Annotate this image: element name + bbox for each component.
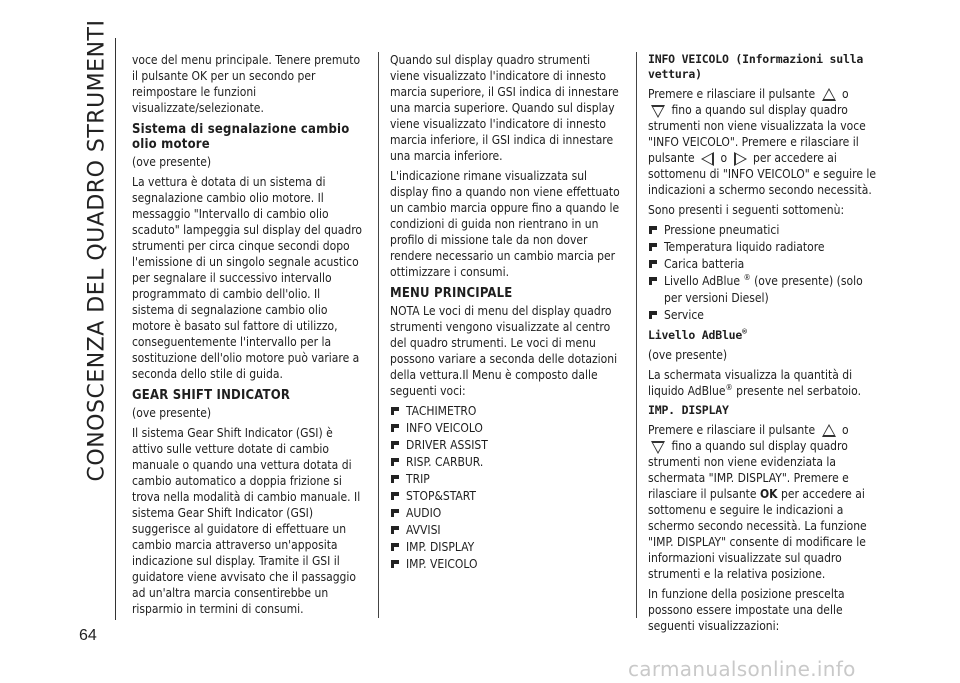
main-menu-list — [390, 403, 622, 573]
right-arrow-button-icon — [734, 152, 747, 166]
bullet-icon — [391, 424, 399, 431]
page-number: 64 — [79, 627, 97, 644]
list-item: INFO VEICOLO — [390, 420, 622, 437]
bullet-icon — [391, 543, 399, 550]
chapter-divider — [115, 38, 116, 620]
list-item: AVVISI — [390, 522, 622, 539]
list-item: Carica batteria — [648, 256, 880, 273]
chapter-title — [84, 19, 110, 481]
list-item: Pressione pneumatici — [648, 222, 880, 239]
up-arrow-button-icon — [822, 88, 836, 101]
list-item: Service — [648, 307, 880, 324]
subheading-imp-display: IMP. DISPLAY — [648, 403, 729, 417]
watermark-text: carmanualsonline.info — [628, 657, 856, 681]
column-divider-2 — [636, 52, 637, 618]
list-item: DRIVER ASSIST — [390, 437, 622, 454]
down-arrow-button-icon — [651, 441, 665, 454]
list-item: IMP. VEICOLO — [390, 556, 622, 573]
list-item: AUDIO — [390, 505, 622, 522]
bullet-icon — [391, 492, 399, 499]
column-3 — [648, 52, 880, 638]
list-item: TRIP — [390, 471, 622, 488]
imp-display-paragraph: Premere e rilasciare il pulsante o fino a quando sul display quadro strumenti non viene evidenziata la schermata "IMP. DISPLAY". Premere e rilasciare il pulsante OK per accedere ai sottomenu e seguire le indicazioni a schermo secondo necessità. La funzione "IMP. DISPLAY" consente di modificare le informazioni visualizzate sul quadro strumenti e la relativa posizione. — [648, 423, 867, 581]
bullet-icon — [649, 311, 657, 318]
oil-change-optional-note: (ove presente) — [132, 155, 212, 169]
main-menu-note: NOTA Le voci di menu del display quadro strumenti vengono visualizzate al centro del quadro strumenti. Le voci di menu possono variare a seconda delle dotazioni della vettura.Il Menu è composto dalle seguenti voci: — [390, 304, 618, 398]
intro-paragraph: voce del menu principale. Tenere premuto il pulsante OK per un secondo per reimpostare le funzioni visualizzate/selezionate. — [132, 53, 361, 115]
bullet-icon — [649, 277, 657, 284]
bullet-icon — [649, 260, 657, 267]
bullet-icon — [391, 526, 399, 533]
chapter-title-text: CONOSCENZA DEL QUADRO STRUMENTI — [84, 19, 110, 481]
bullet-icon — [649, 226, 657, 233]
list-item: STOP&START — [390, 488, 622, 505]
list-item: Temperatura liquido radiatore — [648, 239, 880, 256]
gsi-optional-note: (ove presente) — [132, 406, 212, 420]
list-item: TACHIMETRO — [390, 403, 622, 420]
gsi-display-paragraph: L'indicazione rimane visualizzata sul display fino a quando non viene effettuato un cambio marcia oppure fino a quando le condizioni di guida non rientrano in un profilo di missione tale da non dover rendere necessario un cambio marcia per ottimizzare i consumi. — [390, 169, 620, 279]
column-divider-1 — [378, 52, 379, 618]
bullet-icon — [649, 243, 657, 250]
bullet-icon — [391, 560, 399, 567]
up-arrow-button-icon — [822, 424, 836, 437]
submenu-list — [648, 222, 880, 324]
list-item: RISP. CARBUR. — [390, 454, 622, 471]
bullet-icon — [391, 509, 399, 516]
bullet-icon — [391, 458, 399, 465]
subheading-livello-adblue: Livello AdBlue® — [648, 327, 747, 342]
subheading-info-veicolo: INFO VEICOLO (Informazioni sulla vettura) — [648, 52, 864, 81]
info-veicolo-paragraph: Premere e rilasciare il pulsante o fino a quando sul display quadro strumenti non viene visualizzata la voce "INFO VEICOLO". Premere e rilasciare il pulsante o per accedere ai sottomenu di "INFO VEICOLO" e seguire le indicazioni a schermo secondo necessità. — [648, 87, 877, 197]
down-arrow-button-icon — [651, 105, 665, 118]
bullet-icon — [391, 407, 399, 414]
list-item: Livello AdBlue ® (ove presente) (solo per versioni Diesel) — [648, 273, 880, 307]
oil-change-paragraph: La vettura è dotata di un sistema di segnalazione cambio olio motore. Il messaggio "Intervallo di cambio olio scaduto" lampeggia sul display del quadro strumenti per circa cinque secondi dopo l'emissione di un singolo segnale acustico per segnalare il successivo intervallo programmato di cambio dell'olio. Il sistema di segnalazione cambio olio motore è basato sul fattore di utilizzo, conseguentemente l'intervallo per la sostituzione dell'olio motore può variare a seconda dello stile di guida. — [132, 175, 363, 381]
section-heading-oil-change: Sistema di segnalazione cambio olio motore — [132, 122, 350, 152]
left-arrow-button-icon — [701, 152, 714, 166]
bullet-icon — [391, 441, 399, 448]
adblue-paragraph: La schermata visualizza la quantità di liquido AdBlue® presente nel serbatoio. — [648, 368, 861, 398]
column-2 — [390, 52, 622, 577]
gsi-upshift-paragraph: Quando sul display quadro strumenti viene visualizzato l'indicatore di innesto marcia superiore, il GSI indica di innestare una marcia superiore. Quando sul display viene visualizzato l'indicatore di innesto marcia inferiore, il GSI indica di innestare una marcia inferiore. — [390, 53, 619, 163]
adblue-optional-note: (ove presente) — [648, 348, 728, 362]
gsi-paragraph: Il sistema Gear Shift Indicator (GSI) è attivo sulle vetture dotate di cambio manuale o quando una vettura dotata di cambio automatico a doppia frizione si trova nella modalità di cambio manuale. Il sistema Gear Shift Indicator (GSI) suggerisce al guidatore di effettuare un cambio marcia attraverso un'apposita indicazione sul display. Tramite il GSI il guidatore viene avvisato che il passaggio ad un'altra marcia consentirebbe un risparmio in termini di consumi. — [132, 426, 361, 616]
ok-button-label: OK — [760, 487, 778, 501]
bullet-icon — [391, 475, 399, 482]
column-1 — [132, 52, 364, 621]
submenu-intro: Sono presenti i seguenti sottomenù: — [648, 203, 845, 217]
list-item: IMP. DISPLAY — [390, 539, 622, 556]
imp-display-positions-paragraph: In funzione della posizione prescelta possono essere impostate una delle seguenti visualizzazioni: — [648, 587, 845, 633]
section-heading-gsi: GEAR SHIFT INDICATOR — [132, 388, 291, 403]
section-heading-main-menu: MENU PRINCIPALE — [390, 286, 513, 301]
